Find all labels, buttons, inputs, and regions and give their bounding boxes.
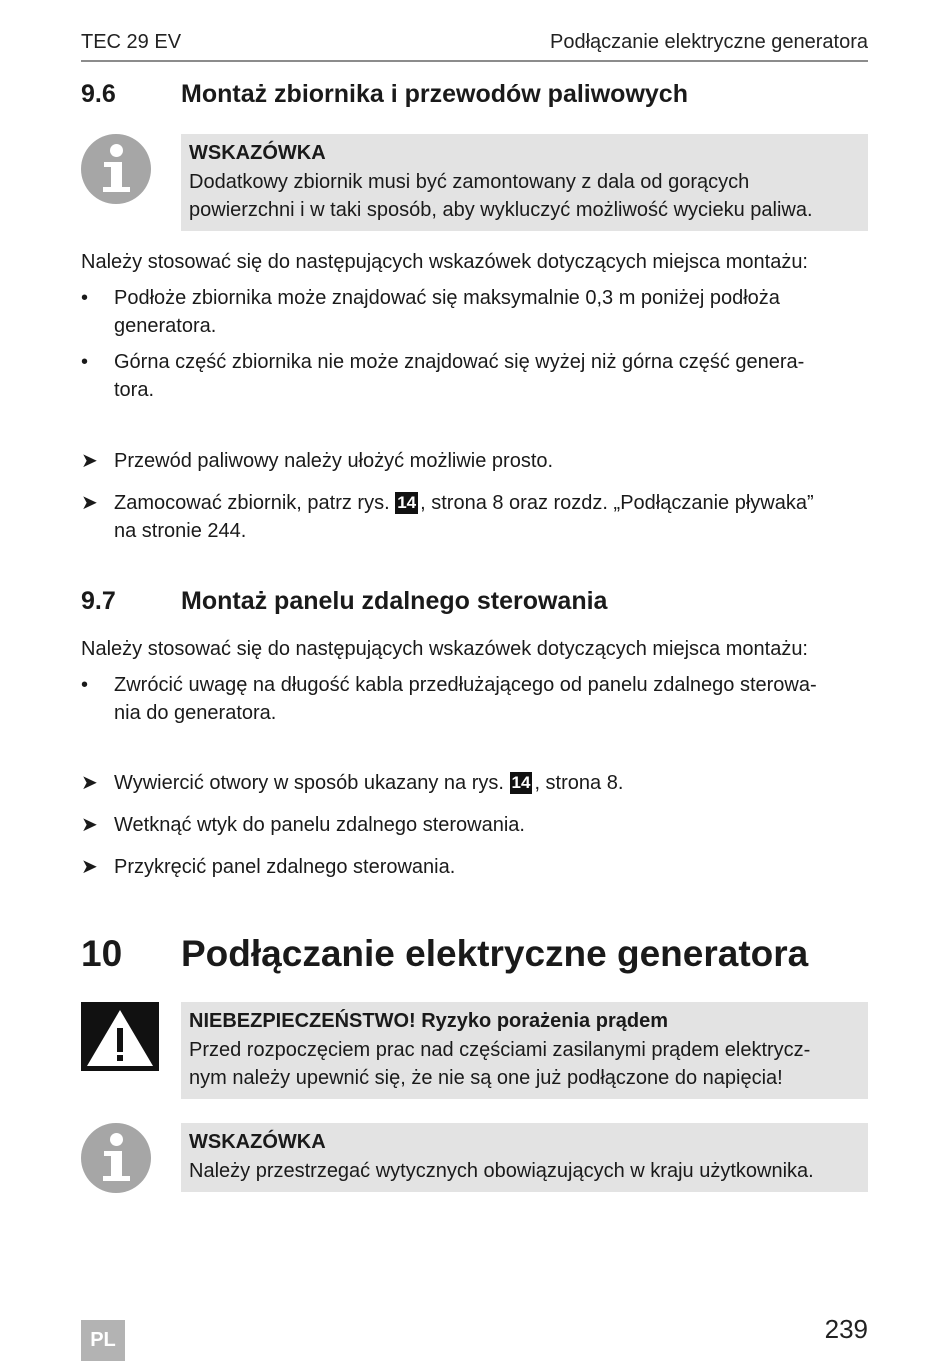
danger-text-line: Przed rozpoczęciem prac nad częściami zasilanymi prądem elektrycz- — [189, 1039, 811, 1061]
list-item — [81, 671, 871, 727]
note-title: WSKAZÓWKA — [189, 142, 326, 164]
danger-box — [181, 1002, 868, 1099]
step-text: , strona 8. — [534, 772, 624, 794]
step-text: , strona 8 oraz rozdz. „Podłączanie pływaka” — [420, 492, 814, 514]
step-text: Zamocować zbiornik, patrz rys. — [114, 492, 390, 514]
figure-reference[interactable]: 14 — [511, 773, 531, 792]
language-badge: PL — [81, 1320, 125, 1361]
note-title: WSKAZÓWKA — [189, 1131, 326, 1153]
bullet-text: generatora. — [114, 315, 217, 337]
bullet-mark: • — [81, 674, 89, 696]
list-item — [81, 284, 871, 340]
figure-reference[interactable]: 14 — [397, 493, 417, 512]
list-item — [81, 348, 871, 404]
header-divider — [81, 60, 868, 62]
step-text: Wywiercić otwory w sposób ukazany na rys. — [114, 772, 504, 794]
section-9-6-intro: Należy stosować się do następujących wskazówek dotyczących miejsca montażu: — [81, 251, 808, 273]
arrow-icon: ➤ — [81, 772, 98, 794]
instruction-step — [81, 811, 871, 839]
danger-title: NIEBEZPIECZEŃSTWO! Ryzyko porażenia prądem — [189, 1010, 668, 1032]
section-9-7-number: 9.7 — [81, 587, 116, 615]
section-9-6-number: 9.6 — [81, 80, 116, 108]
note-box-fuel — [181, 134, 868, 231]
bullet-mark: • — [81, 287, 89, 309]
danger-text-line: nym należy upewnić się, że nie są one już podłączone do napięcia! — [189, 1067, 783, 1089]
chapter-10-number: 10 — [81, 933, 123, 974]
instruction-step — [81, 447, 871, 475]
note-text-line: Należy przestrzegać wytycznych obowiązujących w kraju użytkownika. — [189, 1160, 814, 1182]
header-product: TEC 29 EV — [81, 31, 182, 53]
info-icon — [81, 1123, 151, 1193]
bullet-text: Górna część zbiornika nie może znajdować się wyżej niż górna część genera- — [114, 351, 805, 373]
arrow-icon: ➤ — [81, 856, 98, 878]
page-number: 239 — [824, 1314, 868, 1344]
instruction-step — [81, 853, 871, 881]
note-text-line: powierzchni i w taki sposób, aby wykluczyć możliwość wycieku paliwa. — [189, 199, 813, 221]
bullet-text: tora. — [114, 379, 155, 401]
bullet-text: nia do generatora. — [114, 702, 277, 724]
arrow-icon: ➤ — [81, 450, 98, 472]
step-text: Przewód paliwowy należy ułożyć możliwie prosto. — [114, 450, 554, 472]
header-chapter: Podłączanie elektryczne generatora — [550, 31, 868, 53]
note-box-country — [181, 1123, 868, 1192]
bullet-mark: • — [81, 351, 89, 373]
step-text: Przykręcić panel zdalnego sterowania. — [114, 856, 456, 878]
bullet-text: Zwrócić uwagę na długość kabla przedłużającego od panelu zdalnego sterowa- — [114, 674, 817, 696]
chapter-10-title: Podłączanie elektryczne generatora — [181, 933, 809, 974]
arrow-icon: ➤ — [81, 814, 98, 836]
arrow-icon: ➤ — [81, 492, 98, 514]
instruction-step — [81, 769, 871, 797]
step-text: Wetknąć wtyk do panelu zdalnego sterowania. — [114, 814, 525, 836]
warning-triangle-icon — [81, 1002, 159, 1071]
section-9-6-title: Montaż zbiornika i przewodów paliwowych — [181, 80, 688, 108]
section-9-7-title: Montaż panelu zdalnego sterowania — [181, 587, 608, 615]
step-text: na stronie 244. — [114, 520, 247, 542]
instruction-step — [81, 489, 871, 545]
section-9-7-intro: Należy stosować się do następujących wskazówek dotyczących miejsca montażu: — [81, 638, 808, 660]
info-icon — [81, 134, 151, 204]
bullet-text: Podłoże zbiornika może znajdować się maksymalnie 0,3 m poniżej podłoża — [114, 287, 780, 309]
note-text-line: Dodatkowy zbiornik musi być zamontowany z dala od gorących — [189, 171, 750, 193]
